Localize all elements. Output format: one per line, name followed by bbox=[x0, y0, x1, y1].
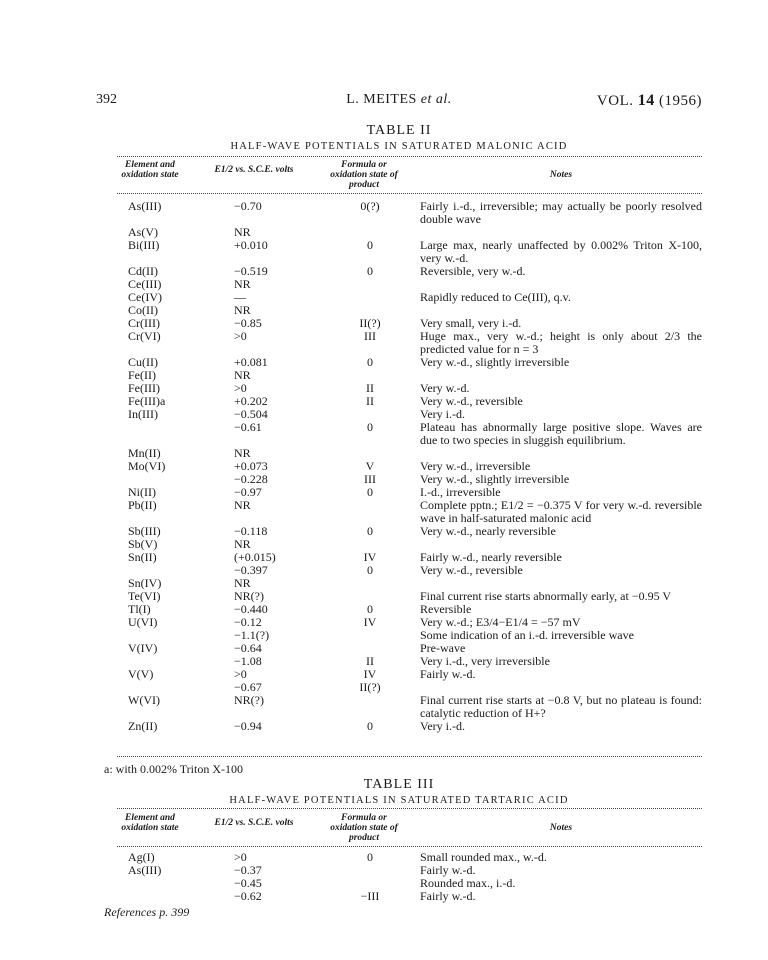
row-product: II bbox=[366, 394, 374, 408]
row-notes: Very w.-d., slightly irreversible bbox=[420, 355, 570, 369]
row-notes: Fairly i.-d., irreversible; may actually be poorly resolved double wave bbox=[420, 199, 702, 226]
row-element: Tl(I) bbox=[128, 602, 151, 616]
row-half-wave-potential: −0.97 bbox=[234, 485, 262, 499]
row-half-wave-potential: NR bbox=[234, 576, 251, 590]
row-product: V bbox=[365, 459, 375, 473]
row-element: Sb(V) bbox=[128, 537, 158, 551]
row-product: IV bbox=[363, 615, 377, 629]
row-product: 0 bbox=[367, 719, 373, 733]
row-element: Mn(II) bbox=[128, 446, 161, 460]
row-element: Ce(III) bbox=[128, 277, 162, 291]
row-half-wave-potential: — bbox=[234, 290, 246, 304]
row-half-wave-potential: >0 bbox=[234, 329, 247, 343]
row-element: Pb(II) bbox=[128, 498, 157, 512]
row-half-wave-potential: >0 bbox=[234, 667, 247, 681]
row-element: Cr(III) bbox=[128, 316, 160, 330]
running-authors-suffix: et al. bbox=[420, 92, 452, 107]
row-element: Sn(II) bbox=[128, 550, 157, 564]
volume-number: 14 bbox=[637, 92, 655, 109]
row-notes: Fairly w.-d. bbox=[420, 667, 476, 681]
row-half-wave-potential: −0.45 bbox=[234, 876, 262, 890]
row-product: 0 bbox=[367, 355, 373, 369]
row-half-wave-potential: −0.62 bbox=[234, 889, 262, 903]
table-3-title: HALF-WAVE POTENTIALS IN SATURATED TARTARIC ACID bbox=[229, 795, 569, 806]
row-product: 0 bbox=[367, 563, 373, 577]
row-half-wave-potential: NR(?) bbox=[234, 693, 264, 707]
row-element: As(III) bbox=[128, 863, 162, 877]
table-3-col-element: Element and oxidation state bbox=[121, 813, 179, 833]
page-header bbox=[96, 92, 702, 112]
table-2-footnote: a: with 0.002% Triton X-100 bbox=[104, 762, 244, 776]
row-product: II(?) bbox=[359, 316, 381, 330]
row-product: III bbox=[364, 329, 376, 343]
row-element: Sb(III) bbox=[128, 524, 161, 538]
row-half-wave-potential: NR bbox=[234, 225, 251, 239]
row-product: IV bbox=[363, 550, 377, 564]
volume-label: VOL. bbox=[596, 93, 634, 109]
row-notes: Very i.-d. bbox=[420, 719, 465, 733]
row-notes: Reversible bbox=[420, 602, 472, 616]
row-notes: I.-d., irreversible bbox=[420, 485, 501, 499]
page-number: 392 bbox=[96, 92, 117, 107]
row-element: Mo(VI) bbox=[128, 459, 166, 473]
row-element: Bi(III) bbox=[128, 238, 160, 252]
row-notes: Very w.-d. bbox=[420, 381, 470, 395]
row-notes: Final current rise starts abnormally early, at −0.95 V bbox=[420, 589, 672, 603]
row-notes: Fairly w.-d. bbox=[420, 863, 476, 877]
references-note: References p. 399 bbox=[104, 905, 190, 919]
row-product: II bbox=[366, 654, 374, 668]
row-half-wave-potential: −0.85 bbox=[234, 316, 262, 330]
row-half-wave-potential: −1.08 bbox=[234, 654, 262, 668]
row-notes: Very w.-d.; E3/4−E1/4 = −57 mV bbox=[420, 615, 581, 629]
row-notes: Large max, nearly unaffected by 0.002% Triton X-100, very w.-d. bbox=[420, 238, 702, 265]
row-product: 0 bbox=[367, 420, 373, 434]
row-product: IV bbox=[363, 667, 377, 681]
row-product: 0 bbox=[367, 524, 373, 538]
row-element: As(III) bbox=[128, 199, 162, 213]
row-element: Sn(IV) bbox=[128, 576, 162, 590]
table-2-col-element: Element and oxidation state bbox=[121, 160, 179, 180]
volume-info bbox=[597, 92, 702, 110]
row-product: 0 bbox=[367, 602, 373, 616]
row-half-wave-potential: NR bbox=[234, 368, 251, 382]
row-half-wave-potential: +0.081 bbox=[234, 355, 268, 369]
row-notes: Pre-wave bbox=[420, 641, 466, 655]
row-product: II(?) bbox=[359, 680, 381, 694]
row-half-wave-potential: −1.1(?) bbox=[234, 628, 270, 642]
table-2-col-e12: E1/2 vs. S.C.E. volts bbox=[214, 165, 294, 175]
row-product: III bbox=[364, 472, 376, 486]
row-half-wave-potential: >0 bbox=[234, 381, 247, 395]
row-product: 0 bbox=[367, 485, 373, 499]
row-notes: Very small, very i.-d. bbox=[420, 316, 522, 330]
row-half-wave-potential: +0.202 bbox=[234, 394, 268, 408]
row-notes: Fairly w.-d. bbox=[420, 889, 476, 903]
row-notes: Complete pptn.; E1/2 = −0.375 V for very w.-d. reversible wave in half-saturated malonic acid bbox=[420, 498, 702, 525]
row-half-wave-potential: −0.94 bbox=[234, 719, 262, 733]
row-half-wave-potential: −0.504 bbox=[234, 407, 268, 421]
table-2-title: HALF-WAVE POTENTIALS IN SATURATED MALONIC ACID bbox=[230, 141, 568, 152]
row-notes: Very w.-d., irreversible bbox=[420, 459, 531, 473]
table-3-top-rule bbox=[117, 808, 702, 809]
row-element: Ni(II) bbox=[128, 485, 156, 499]
row-element: U(VI) bbox=[128, 615, 158, 629]
row-product: −III bbox=[360, 889, 380, 903]
row-product: 0 bbox=[367, 238, 373, 252]
row-half-wave-potential: −0.64 bbox=[234, 641, 262, 655]
row-half-wave-potential: NR bbox=[234, 277, 251, 291]
row-half-wave-potential: +0.073 bbox=[234, 459, 268, 473]
row-element: Fe(II) bbox=[128, 368, 156, 382]
row-element: Cd(II) bbox=[128, 264, 158, 278]
row-half-wave-potential: NR(?) bbox=[234, 589, 264, 603]
row-element: Ce(IV) bbox=[128, 290, 162, 304]
row-element: W(VI) bbox=[128, 693, 160, 707]
row-element: As(V) bbox=[128, 225, 158, 239]
row-half-wave-potential: NR bbox=[234, 303, 251, 317]
table-3-head-rule bbox=[117, 846, 702, 847]
row-notes: Very i.-d. bbox=[420, 407, 465, 421]
row-notes: Very w.-d., slightly irreversible bbox=[420, 472, 570, 486]
row-notes: Some indication of an i.-d. irreversible wave bbox=[420, 628, 634, 642]
row-half-wave-potential: −0.397 bbox=[234, 563, 268, 577]
row-half-wave-potential: (+0.015) bbox=[234, 550, 276, 564]
row-product: 0(?) bbox=[360, 199, 380, 213]
row-element: Cu(II) bbox=[128, 355, 158, 369]
row-half-wave-potential: −0.519 bbox=[234, 264, 268, 278]
row-element: Fe(III)a bbox=[128, 394, 166, 408]
row-notes: Very w.-d., reversible bbox=[420, 563, 523, 577]
row-product: II bbox=[366, 381, 374, 395]
table-3-col-formula: Formula or oxidation state of product bbox=[330, 813, 398, 843]
table-2-top-rule bbox=[117, 156, 702, 157]
row-element: Te(VI) bbox=[128, 589, 161, 603]
row-product: 0 bbox=[367, 850, 373, 864]
row-element: Ag(I) bbox=[128, 850, 155, 864]
row-notes: Small rounded max., w.-d. bbox=[420, 850, 547, 864]
row-element: Co(II) bbox=[128, 303, 158, 317]
table-3-number: TABLE III bbox=[363, 777, 435, 792]
row-half-wave-potential: −0.228 bbox=[234, 472, 268, 486]
row-half-wave-potential: −0.118 bbox=[234, 524, 268, 538]
row-notes: Final current rise starts at −0.8 V, but no plateau is found: catalytic reduction of H+? bbox=[420, 693, 702, 720]
row-half-wave-potential: >0 bbox=[234, 850, 247, 864]
row-element: V(V) bbox=[128, 667, 154, 681]
row-notes: Very i.-d., very irreversible bbox=[420, 654, 550, 668]
row-half-wave-potential: NR bbox=[234, 498, 251, 512]
row-notes: Fairly w.-d., nearly reversible bbox=[420, 550, 562, 564]
row-element: Cr(VI) bbox=[128, 329, 161, 343]
row-element: V(IV) bbox=[128, 641, 158, 655]
row-half-wave-potential: −0.12 bbox=[234, 615, 262, 629]
row-half-wave-potential: −0.61 bbox=[234, 420, 262, 434]
row-notes: Reversible, very w.-d. bbox=[420, 264, 526, 278]
row-half-wave-potential: +0.010 bbox=[234, 238, 268, 252]
row-product: 0 bbox=[367, 264, 373, 278]
row-notes: Very w.-d., nearly reversible bbox=[420, 524, 556, 538]
row-half-wave-potential: NR bbox=[234, 446, 251, 460]
row-half-wave-potential: −0.67 bbox=[234, 680, 262, 694]
row-element: Fe(III) bbox=[128, 381, 160, 395]
table-3-col-notes: Notes bbox=[549, 823, 573, 833]
row-notes: Rapidly reduced to Ce(III), q.v. bbox=[420, 290, 571, 304]
table-2-col-formula: Formula or oxidation state of product bbox=[330, 160, 398, 190]
table-2-head-rule bbox=[117, 193, 702, 194]
row-notes: Huge max., very w.-d.; height is only about 2/3 the predicted value for n = 3 bbox=[420, 329, 702, 356]
volume-year: (1956) bbox=[659, 93, 702, 109]
row-notes: Plateau has abnormally large positive slope. Waves are due to two species in sluggish equilibrium. bbox=[420, 420, 702, 447]
table-2-bottom-rule bbox=[117, 756, 702, 757]
row-notes: Very w.-d., reversible bbox=[420, 394, 523, 408]
running-authors: L. MEITES bbox=[346, 92, 417, 107]
row-half-wave-potential: −0.70 bbox=[234, 199, 262, 213]
row-element: In(III) bbox=[128, 407, 158, 421]
row-half-wave-potential: NR bbox=[234, 537, 251, 551]
row-half-wave-potential: −0.440 bbox=[234, 602, 268, 616]
row-element: Zn(II) bbox=[128, 719, 158, 733]
table-3-col-e12: E1/2 vs. S.C.E. volts bbox=[214, 818, 294, 828]
row-notes: Rounded max., i.-d. bbox=[420, 876, 516, 890]
row-half-wave-potential: −0.37 bbox=[234, 863, 262, 877]
table-2-number: TABLE II bbox=[366, 123, 432, 138]
table-2-col-notes: Notes bbox=[549, 170, 573, 180]
